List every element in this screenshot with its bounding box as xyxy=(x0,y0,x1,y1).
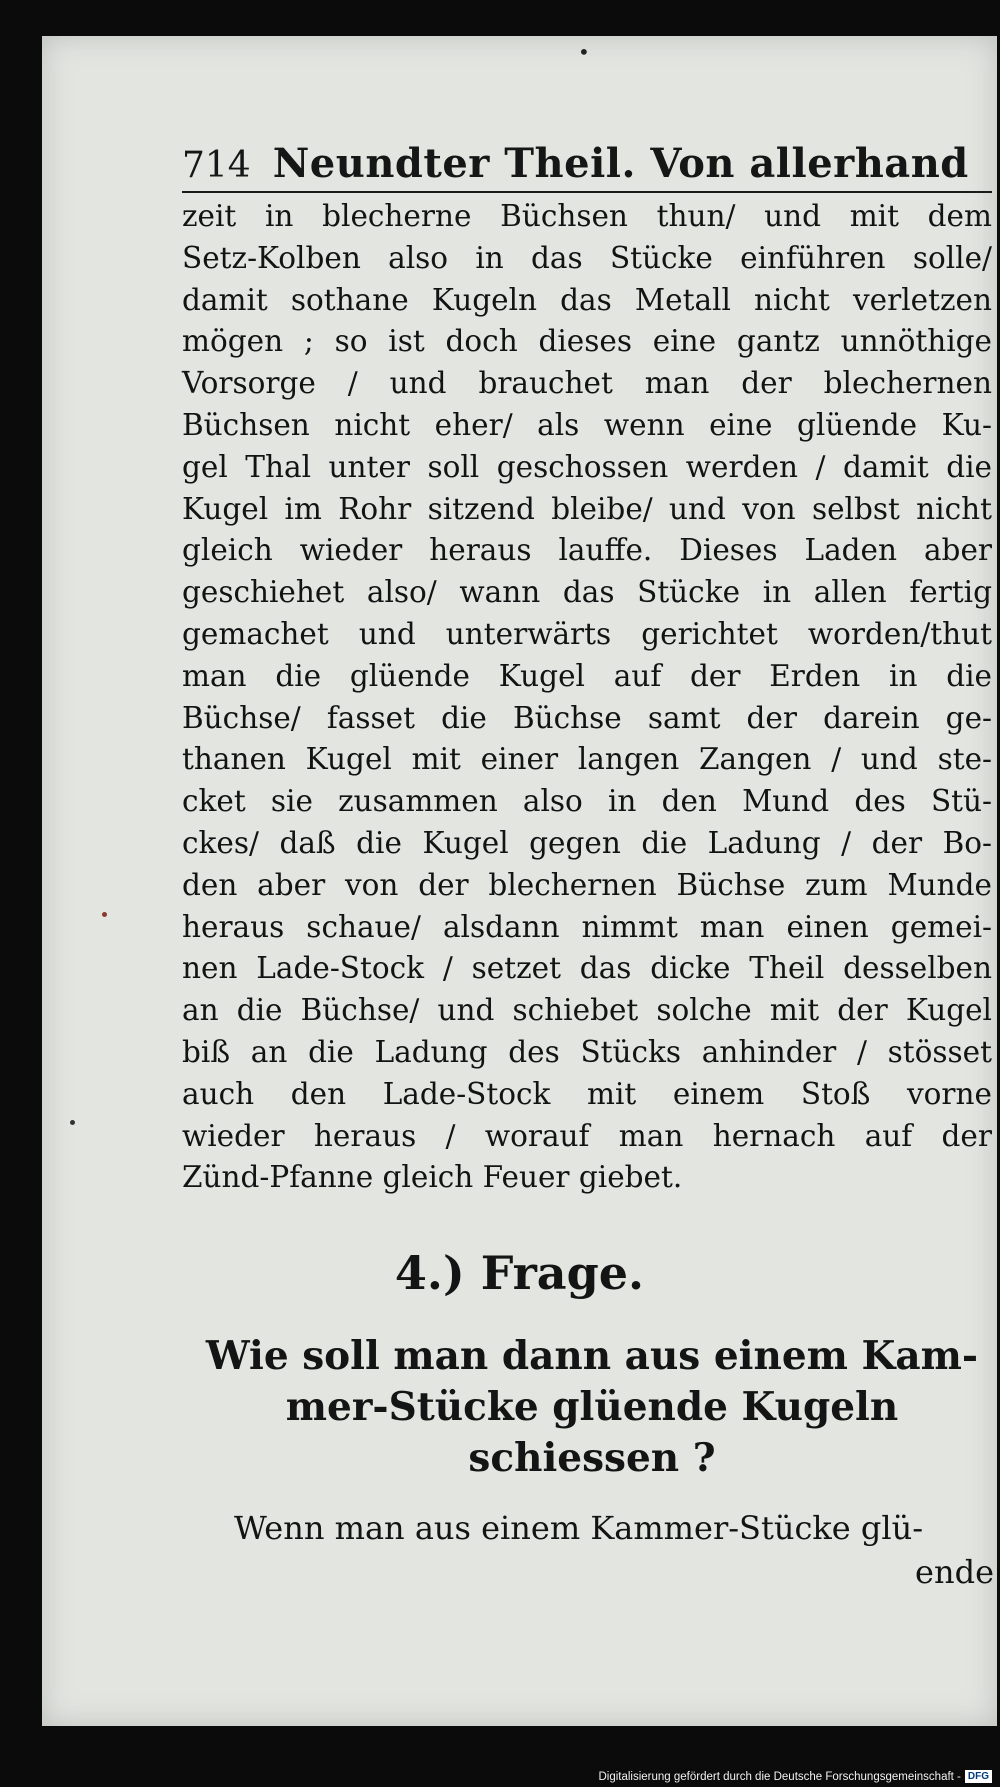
text-line: zeit in blecherne Büchsen thun/ und mit dem xyxy=(182,199,992,233)
footer-text: Digitalisierung gefördert durch die Deutsche Forschungsgemeinschaft - xyxy=(598,1770,961,1783)
text-line: an die Büchse/ und schiebet solche mit der Kugel xyxy=(182,993,992,1028)
text-line: biß an die Ladung des Stücks anhinder / stösset xyxy=(182,1034,992,1069)
digitization-footer xyxy=(598,1770,992,1783)
text-line: den aber von der blechernen Büchse zum Munde xyxy=(182,867,992,902)
running-head: Neundter Theil. Von allerhand xyxy=(272,140,969,187)
text-line: man die glüende Kugel auf der Erden in die xyxy=(182,658,992,693)
book-page xyxy=(42,36,997,1726)
text-line: mögen ; so ist doch dieses eine gantz unnöthige xyxy=(182,324,992,359)
question-title-line: mer-Stücke glüende Kugeln xyxy=(285,1384,899,1430)
paper-speck xyxy=(70,1120,75,1125)
answer-text xyxy=(234,1506,994,1594)
text-line: auch den Lade-Stock mit einem Stoß vorne xyxy=(182,1076,992,1111)
text-line: heraus schaue/ alsdann nimmt man einen gemei- xyxy=(182,909,992,944)
text-line: Setz-Kolben also in das Stücke einführen solle/ xyxy=(182,240,992,275)
question-title xyxy=(192,1331,992,1484)
body-text xyxy=(182,196,992,1199)
page-header xyxy=(182,140,992,193)
text-line: gel Thal unter soll geschossen werden / damit die xyxy=(182,449,992,484)
catchword: ende xyxy=(915,1553,994,1591)
text-line: gemachet und unterwärts gerichtet worden/thut xyxy=(182,616,992,651)
text-line: Büchse/ fasset die Büchse samt der darein ge- xyxy=(182,700,992,735)
page-number: 714 xyxy=(182,145,251,186)
dfg-logo: DFG xyxy=(965,1770,992,1783)
text-line: cket sie zusammen also in den Mund des Stü- xyxy=(182,784,992,819)
text-line: gleich wieder heraus lauffe. Dieses Laden aber xyxy=(182,533,992,568)
text-line: ckes/ daß die Kugel gegen die Ladung / der Bo- xyxy=(182,825,992,860)
question-title-line: schiessen ? xyxy=(468,1435,716,1481)
question-number: 4.) Frage. xyxy=(394,1246,645,1300)
ink-mark: • xyxy=(578,40,590,64)
question-title-line: Wie soll man dann aus einem Kam- xyxy=(205,1333,979,1379)
answer-line: Wenn man aus einem Kammer-Stücke glü- xyxy=(234,1509,923,1547)
text-line: Vorsorge / und brauchet man der blechernen xyxy=(182,366,992,401)
text-line: thanen Kugel mit einer langen Zangen / und ste- xyxy=(182,742,992,777)
text-line: Zünd-Pfanne gleich Feuer giebet. xyxy=(182,1160,683,1195)
text-line: wieder heraus / worauf man hernach auf der xyxy=(182,1118,992,1153)
text-line: Büchsen nicht eher/ als wenn eine glüende Ku- xyxy=(182,407,992,442)
text-line: geschiehet also/ wann das Stücke in allen fertig xyxy=(182,575,992,610)
text-line: damit sothane Kugeln das Metall nicht verletzen xyxy=(182,282,992,317)
text-line: Kugel im Rohr sitzend bleibe/ und von selbst nicht xyxy=(182,491,992,526)
paper-speck xyxy=(102,912,107,917)
text-line: nen Lade-Stock / setzet das dicke Theil desselben xyxy=(182,951,992,986)
